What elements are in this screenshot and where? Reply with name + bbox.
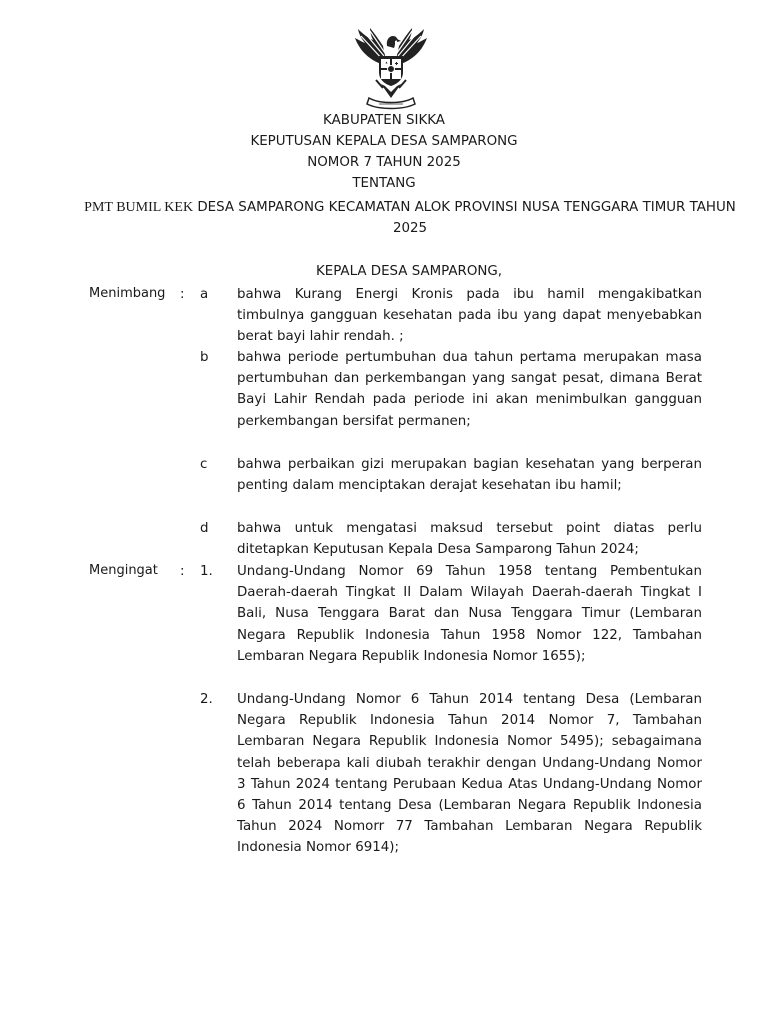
mengingat-label: Mengingat — [89, 563, 158, 578]
menimbang-item-b: bahwa periode pertumbuhan dua tahun pertama merupakan masa pertumbuhan dan perkembangan yang sangat pesat, dimana Berat Bayi Lahir Rendah pada periode ini akan menimbulkan gangguan perkembangan bersifat permanen; — [237, 350, 702, 429]
menimbang-marker-d: d — [200, 521, 209, 536]
decree-subject-part1: PMT BUMIL KEK — [84, 200, 194, 215]
menimbang-marker-c: c — [200, 457, 208, 472]
garuda-emblem — [343, 26, 439, 112]
regency-heading: KABUPATEN SIKKA — [323, 113, 445, 128]
menimbang-marker-b: b — [200, 350, 209, 365]
signer-heading: KEPALA DESA SAMPARONG, — [315, 264, 503, 279]
about-heading: TENTANG — [352, 176, 416, 191]
menimbang-item-a: bahwa Kurang Energi Kronis pada ibu hamil mengakibatkan timbulnya gangguan kesehatan pada ibu yang dapat menyebabkan berat bayi lahir rendah. ; — [237, 287, 702, 345]
decree-number: NOMOR 7 TAHUN 2025 — [307, 155, 461, 170]
decree-subject-part2: DESA SAMPARONG KECAMATAN ALOK PROVINSI NUSA TENGGARA TIMUR TAHUN 2025 — [193, 200, 736, 236]
decree-subject — [70, 197, 750, 239]
menimbang-marker-a: a — [200, 287, 209, 302]
menimbang-item-c: bahwa perbaikan gizi merupakan bagian kesehatan yang berperan penting dalam menciptakan derajat kesehatan ibu hamil; — [237, 457, 702, 494]
mengingat-item-2: Undang-Undang Nomor 6 Tahun 2014 tentang Desa (Lembaran Negara Republik Indonesia Tahun 2014 Nomor 7, Tambahan Lembaran Negara Republik Indonesia Nomor 5495); sebagaimana telah beberapa kali diubah terakhir dengan Undang-Undang Nomor 3 Tahun 2024 tentang Perubaan Kedua Atas Undang-Undang Nomor 6 Tahun 2014 tentang Desa (Lembaran Negara Republik Indonesia Tahun 2024 Nomorr 77 Tambahan Lembaran Negara Republik Indonesia Nomor 6914); — [237, 692, 702, 856]
menimbang-label: Menimbang — [89, 286, 166, 301]
menimbang-colon: : — [180, 287, 185, 302]
mengingat-marker-1: 1. — [200, 564, 213, 579]
mengingat-colon: : — [180, 564, 185, 579]
decree-heading: KEPUTUSAN KEPALA DESA SAMPARONG — [250, 134, 518, 149]
mengingat-marker-2: 2. — [200, 692, 213, 707]
menimbang-item-d: bahwa untuk mengatasi maksud tersebut point diatas perlu ditetapkan Keputusan Kepala Desa Samparong Tahun 2024; — [237, 521, 702, 558]
mengingat-item-1: Undang-Undang Nomor 69 Tahun 1958 tentang Pembentukan Daerah-daerah Tingkat II Dalam Wilayah Daerah-daerah Tingkat I Bali, Nusa Tenggara Barat dan Nusa Tenggara Timur (Lembaran Negara Republik Indonesia Tahun 1958 Nomor 122, Tambahan Lembaran Negara Republik Indonesia Nomor 1655); — [237, 564, 702, 664]
